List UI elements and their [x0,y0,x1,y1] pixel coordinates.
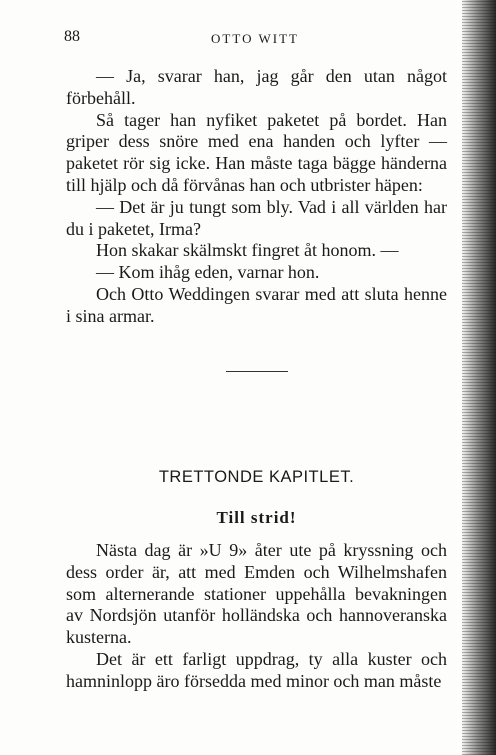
running-head: OTTO WITT [211,31,299,46]
paragraph: Hon skakar skälmskt fingret åt honom. — [96,240,399,261]
page-number: 88 [64,28,80,45]
paragraph: — Kom ihåg eden, varnar hon. [96,262,320,283]
chapter-subtitle: Till strid! [216,508,297,527]
paragraph: Så tager han nyfiket paketet på bordet. Han griper dess snöre med ena handen och lyfter — paketet rör sig icke. Han måste taga bägge händerna till hjälp och då förvånas han och utbrister häpen: [66,109,447,195]
text-block-1 [66,66,447,328]
paragraph: Och Otto Weddingen svarar med att sluta henne i sina armar. [66,283,447,326]
paragraph: Det är ett farligt uppdrag, ty alla kuster och hamninlopp äro försedda med minor och man måste [66,648,447,691]
page-header [64,28,446,48]
paragraph: Nästa dag är »U 9» åter ute på kryssning och dess order är, att med Emden och Wilhelmshafen som alternerande stationer uppehålla bevakningen av Nordsjön utanför holländska och hannoveranska kusterna. [66,540,447,648]
chapter-title: TRETTONDE KAPITLET. [158,468,355,486]
paragraph: — Ja, svarar han, jag går den utan något förbehåll. [66,66,447,108]
paragraph: — Det är ju tungt som bly. Vad i all världen har du i paketet, Irma? [66,196,447,239]
page-edge-shadow [462,0,496,755]
text-block-2 [66,540,447,693]
section-divider [226,371,288,372]
